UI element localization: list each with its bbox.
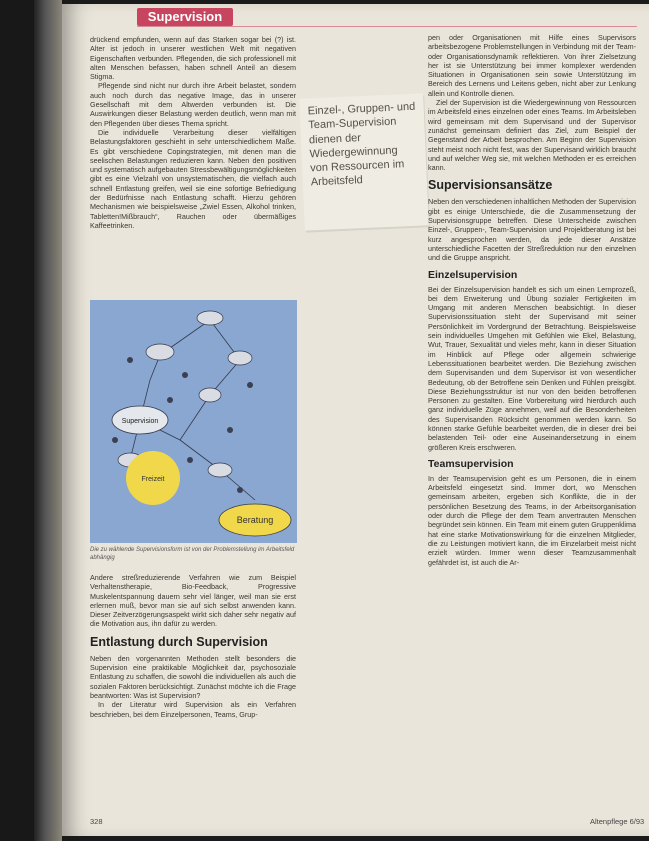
paragraph: Pflegende sind nicht nur durch ihre Arbeit belastet, sondern auch noch durch das negative Image, das in unserer Gesellschaft mit dem Altwerden verbunden ist. Die Auswirkungen dieser Belastung werden deutlich, wenn man mit den Pflegenden über dieses Thema spricht. [90,81,296,128]
header-rule [137,26,637,27]
right-column [428,33,636,567]
bubble-label: Beratung [236,515,274,525]
paragraph: Andere streßreduzierende Verfahren wie zum Beispiel Verhaltenstherapie, Bio-Feedback, Progressive Muskelentspannung dauern sehr viel länger, weil man sie erst erlernen muß, bevor man sie auf sich selbst anwenden kann. Dieser Zeitverzögerungsaspekt wirkt sich daher sehr negativ auf die Motivation aus, ihn dafür zu werden. [90,573,296,629]
paragraph: drückend empfunden, wenn auf das Starken sogar bei (?) ist. Alter ist jedoch in unserer westlichen Welt mit negativen Eigenschaften verbunden. Pflegenden, die sich professionell mit alten Menschen befassen, haben schnell Anteil an diesem Stigma. [90,35,296,82]
journal-issue: Altenpflege 6/93 [590,817,645,826]
paragraph: In der Teamsupervision geht es um Personen, die in einem Arbeitsfeld eingesetzt sind. Immer dort, wo Menschen gemeinsam arbeiten, ergeben sich Konflikte, die in der persönlichen Besetzung des Teams, in der Arbeitsorganisation oder durch die Pflege der dem Team anvertrauten Menschen begründet sein können. Ein Team mit einem guten Gruppenklima hat eine starke Motivationswirkung für die einzelnen Mitglieder, die zu Leistungen motiviert kann, die im Einzelarbeit meist nicht erzielt würden. Immer wenn dieser Teamzusammenhalt gefährdet ist, ist auch die Ar- [428,473,636,567]
image-caption: Die zu wählende Supervisionsform ist von der Problemstellung im Arbeitsfeld abhängig [90,547,295,561]
heading-ansaetze: Supervisionsansätze [428,178,553,193]
paragraph: In der Literatur wird Supervision als ein Verfahren beschrieben, bei dem Einzelpersonen, Teams, Grup- [90,700,296,719]
heading-einzel: Einzelsupervision [428,268,518,281]
pull-quote: Einzel-, Gruppen- und Team-Supervision dienen der Wiedergewinnung von Ressourcen im Arbeitsfeld [299,93,429,230]
page-number: 328 [90,817,103,826]
paragraph: Ziel der Supervision ist die Wiedergewinnung von Ressourcen im Arbeitsfeld eines einzelnen oder eines Teams. Im Arbeitsleben wird gemeinsam mit dem Supervisand und der Supervisor zunächst gemeinsam definiert das Ziel, zum Beispiel der Gegenstand der Arbeit besprochen. Am Beginn der Supervision steht meist noch nicht fest, was der Supervisand wirklich braucht und auf welcher Weg sie, mit welchen Methoden er es erreichen kann. [428,98,636,173]
illustration-drawing [90,300,297,543]
section-tab: Supervision [137,8,233,26]
supervision-illustration [90,300,297,543]
book-binding-shadow [0,0,34,841]
paragraph: Die individuelle Verarbeitung dieser vielfältigen Belastungsfaktoren geschieht in sehr unterschiedlichem Maße. Es gibt verschiedene Copingstrategien, mit denen man die seelischen Belastungen reduzieren kann. Neben den positiven und systematisch aufgebauten Stressbewältigungsmöglichkeiten gibt es eine Vielzahl von unsystematischen, die vielfach auch schnell Entlastung greifen, weil sie eine sofortige Befriedigung der Bedürfnisse nach Entlastung schafft. Hierzu gehören Mechanismen wie beispielsweise „Zwiel Essen, Alkohol trinken, Tabletten!Mißbrauch“, Rauchen oder übermäßiges Kaffeetrinken. [90,127,296,230]
left-column-bottom [90,573,296,719]
paragraph: Bei der Einzelsupervision handelt es sich um einen Lernprozeß, bei dem Erweiterung und Übung sozialer Fertigkeiten im Umgang mit anderen Menschen beabsichtigt. In dieser Supervisionssituation steht der Supervisand mit seiner Persönlichkeit im Vordergrund der Betrachtung. Beispielsweise sein individuelles Umgehen mit Gefühlen wie Ekel, Belastung, Wut, Trauer, Sexualität und vieles mehr, kann in dieser Situation im Hinblick auf Pflege oder allgemein schwierige Lebenssituationen bearbeitet werden. Die Beziehung zwischen dem Supervisanden und dem Supervisor ist von wesentlicher Bedeutung, ob der Betroffene sein Denken und Fühlen preisgibt. Diese Beziehungsstruktur ist nur von den beiden betroffenen Personen zu gestalten. Eine Vorbereitung wird hierdurch auch ganz individuelle Züge annehmen, weil auf die Besonderheiten des Supervisanden Rücksicht genommen werden kann. So können starke Gefühle bearbeitet werden, die in dieser drei bei belastenden Teil- oder eine Auseinandersetzung in einem größeren Kreis erschweren. [428,284,636,452]
heading-team: Teamsupervision [428,457,514,470]
heading-entlastung: Entlastung durch Supervision [90,634,268,649]
page-edge [34,0,62,841]
left-column-top [90,35,296,230]
cloud-label: Supervision [121,418,159,425]
paragraph: Neben den vorgenannten Methoden stellt besonders die Supervision eine praktikable Möglichkeit dar, psychosoziale Entlastung zu schaffen, die sowohl die individuellen als auch die sozialen Faktoren berücksichtigt. Zunächst möchte ich die Frage beantworten: Was ist Supervision? [90,653,296,700]
sun-label: Freizeit [141,476,165,483]
paragraph: pen oder Organisationen mit Hilfe eines Supervisors arbeitsbezogene Problemstellungen in Verbindung mit der Team- oder Organisationsdynamik reflektieren. Von ihrer Zielsetzung her ist sie Unterstützung bei immer komplexer werdenden Situationen in Organisationen sein sowie Unterstützung im Bereich des Lernens und Leitens geben, nicht aber zur Lenkung allein und Kontrolle dienen. [428,33,636,98]
paragraph: Neben den verschiedenen inhaltlichen Methoden der Supervision gibt es einige Unterschiede, die die Zusammensetzung der Supervisionsgruppe betreffen. Diese Unterscheide zwischen Einzel-, Gruppen-, Team-Supervision und Projektberatung ist bei kurz angesprochen werden, da jede dieser Ansätze unterschiedliche Facetten der Streßreduktion nur den einzelnen und die Gruppe anspricht. [428,197,636,263]
